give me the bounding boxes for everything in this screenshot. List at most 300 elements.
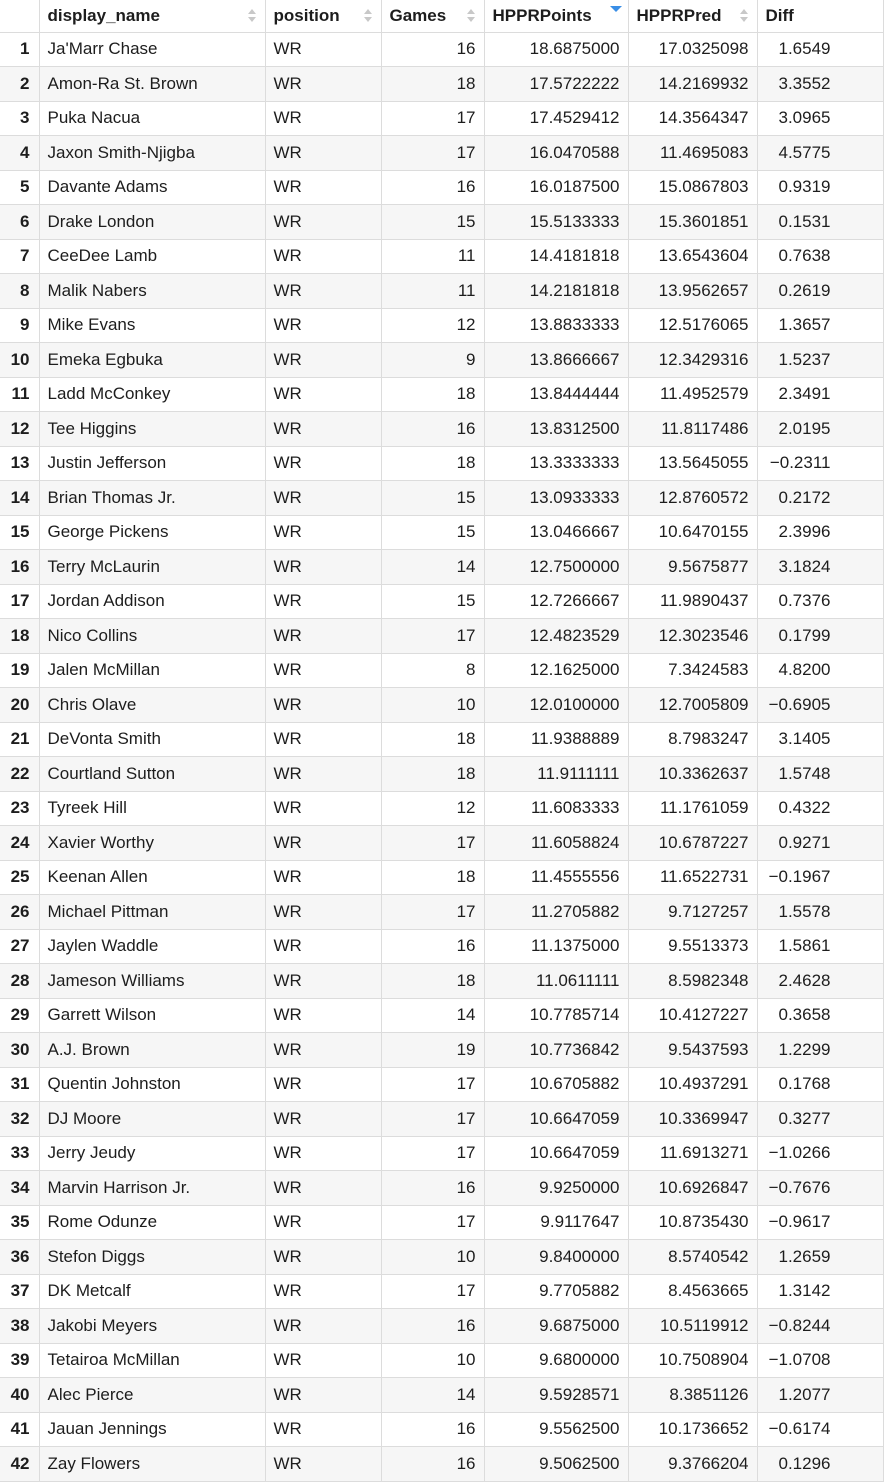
- cell-games: 18: [381, 860, 484, 895]
- table-row: [0, 826, 883, 861]
- cell-hpprpoints: 10.7785714: [484, 998, 628, 1033]
- table-row: [0, 515, 883, 550]
- cell-position: WR: [265, 1136, 381, 1171]
- cell-display-name: Tyreek Hill: [39, 791, 265, 826]
- cell-hpprpoints: 13.8666667: [484, 343, 628, 378]
- cell-diff: 1.5748: [757, 757, 883, 792]
- cell-games: 15: [381, 205, 484, 240]
- cell-position: WR: [265, 584, 381, 619]
- cell-diff: 0.1799: [757, 619, 883, 654]
- cell-hpprpoints: 12.1625000: [484, 653, 628, 688]
- cell-display-name: Ja'Marr Chase: [39, 32, 265, 67]
- cell-hpprpoints: 11.6058824: [484, 826, 628, 861]
- cell-hpprpred: 17.0325098: [628, 32, 757, 67]
- column-header-label: position: [273, 5, 340, 25]
- cell-display-name: Rome Odunze: [39, 1205, 265, 1240]
- cell-games: 15: [381, 515, 484, 550]
- cell-hpprpred: 8.5982348: [628, 964, 757, 999]
- table-row: [0, 1171, 883, 1206]
- cell-diff: −1.0266: [757, 1136, 883, 1171]
- cell-diff: −0.9617: [757, 1205, 883, 1240]
- row-index: 14: [0, 481, 39, 516]
- table-row: [0, 998, 883, 1033]
- cell-position: WR: [265, 515, 381, 550]
- cell-games: 11: [381, 239, 484, 274]
- table-row: [0, 1378, 883, 1413]
- cell-position: WR: [265, 964, 381, 999]
- table-row: [0, 757, 883, 792]
- cell-hpprpred: 10.6926847: [628, 1171, 757, 1206]
- cell-position: WR: [265, 1240, 381, 1275]
- cell-hpprpoints: 15.5133333: [484, 205, 628, 240]
- cell-position: WR: [265, 1067, 381, 1102]
- column-header-label: Diff: [765, 5, 794, 25]
- cell-games: 10: [381, 1343, 484, 1378]
- cell-games: 14: [381, 550, 484, 585]
- cell-games: 12: [381, 791, 484, 826]
- cell-diff: 2.4628: [757, 964, 883, 999]
- cell-display-name: DeVonta Smith: [39, 722, 265, 757]
- cell-hpprpoints: 9.7705882: [484, 1274, 628, 1309]
- table-row: [0, 1102, 883, 1137]
- cell-diff: −1.0708: [757, 1343, 883, 1378]
- cell-diff: 0.2172: [757, 481, 883, 516]
- cell-position: WR: [265, 136, 381, 171]
- table-row: [0, 964, 883, 999]
- table-row: [0, 67, 883, 102]
- column-header-hpprpred[interactable]: [628, 0, 757, 32]
- cell-hpprpoints: 11.0611111: [484, 964, 628, 999]
- cell-position: WR: [265, 170, 381, 205]
- cell-hpprpred: 12.8760572: [628, 481, 757, 516]
- table-row: [0, 343, 883, 378]
- cell-hpprpred: 11.4695083: [628, 136, 757, 171]
- cell-position: WR: [265, 895, 381, 930]
- cell-display-name: Puka Nacua: [39, 101, 265, 136]
- cell-diff: 1.2659: [757, 1240, 883, 1275]
- cell-display-name: Garrett Wilson: [39, 998, 265, 1033]
- cell-display-name: DK Metcalf: [39, 1274, 265, 1309]
- cell-display-name: Jakobi Meyers: [39, 1309, 265, 1344]
- cell-games: 19: [381, 1033, 484, 1068]
- column-header-position[interactable]: [265, 0, 381, 32]
- cell-games: 9: [381, 343, 484, 378]
- cell-diff: 0.9271: [757, 826, 883, 861]
- cell-hpprpoints: 17.5722222: [484, 67, 628, 102]
- row-index: 11: [0, 377, 39, 412]
- column-header-label: display_name: [47, 5, 160, 25]
- column-header-label: HPPRPoints: [492, 5, 592, 25]
- cell-position: WR: [265, 1205, 381, 1240]
- cell-display-name: Ladd McConkey: [39, 377, 265, 412]
- cell-games: 16: [381, 1309, 484, 1344]
- sort-toggle-icon[interactable]: [466, 9, 476, 23]
- cell-hpprpoints: 11.9388889: [484, 722, 628, 757]
- cell-diff: 0.3658: [757, 998, 883, 1033]
- cell-games: 18: [381, 67, 484, 102]
- cell-display-name: Jalen McMillan: [39, 653, 265, 688]
- cell-position: WR: [265, 446, 381, 481]
- cell-display-name: Jauan Jennings: [39, 1412, 265, 1447]
- cell-display-name: A.J. Brown: [39, 1033, 265, 1068]
- row-index: 7: [0, 239, 39, 274]
- table-row: [0, 688, 883, 723]
- row-index: 29: [0, 998, 39, 1033]
- cell-diff: −0.8244: [757, 1309, 883, 1344]
- cell-hpprpred: 10.1736652: [628, 1412, 757, 1447]
- cell-games: 18: [381, 377, 484, 412]
- cell-display-name: Zay Flowers: [39, 1447, 265, 1482]
- cell-diff: 1.2077: [757, 1378, 883, 1413]
- cell-games: 18: [381, 964, 484, 999]
- cell-position: WR: [265, 274, 381, 309]
- cell-position: WR: [265, 653, 381, 688]
- cell-hpprpred: 13.5645055: [628, 446, 757, 481]
- row-index: 4: [0, 136, 39, 171]
- cell-games: 12: [381, 308, 484, 343]
- cell-diff: 3.1405: [757, 722, 883, 757]
- row-index: 40: [0, 1378, 39, 1413]
- cell-hpprpred: 8.4563665: [628, 1274, 757, 1309]
- cell-display-name: Davante Adams: [39, 170, 265, 205]
- row-index: 9: [0, 308, 39, 343]
- cell-games: 14: [381, 998, 484, 1033]
- cell-position: WR: [265, 722, 381, 757]
- cell-hpprpred: 9.5513373: [628, 929, 757, 964]
- cell-position: WR: [265, 205, 381, 240]
- cell-hpprpoints: 11.1375000: [484, 929, 628, 964]
- cell-hpprpoints: 11.9111111: [484, 757, 628, 792]
- cell-games: 17: [381, 1067, 484, 1102]
- cell-games: 10: [381, 688, 484, 723]
- cell-display-name: Brian Thomas Jr.: [39, 481, 265, 516]
- cell-display-name: Marvin Harrison Jr.: [39, 1171, 265, 1206]
- table-row: [0, 239, 883, 274]
- cell-hpprpoints: 10.6705882: [484, 1067, 628, 1102]
- cell-hpprpoints: 14.2181818: [484, 274, 628, 309]
- cell-diff: 0.1531: [757, 205, 883, 240]
- cell-position: WR: [265, 343, 381, 378]
- row-index: 37: [0, 1274, 39, 1309]
- cell-hpprpred: 13.6543604: [628, 239, 757, 274]
- table-row: [0, 722, 883, 757]
- cell-games: 17: [381, 101, 484, 136]
- row-index: 24: [0, 826, 39, 861]
- table-body: [0, 32, 883, 1481]
- row-index: 27: [0, 929, 39, 964]
- cell-diff: 1.5861: [757, 929, 883, 964]
- cell-position: WR: [265, 239, 381, 274]
- cell-position: WR: [265, 860, 381, 895]
- cell-diff: 3.1824: [757, 550, 883, 585]
- column-header-display-name[interactable]: [39, 0, 265, 32]
- cell-position: WR: [265, 1447, 381, 1482]
- cell-hpprpoints: 12.0100000: [484, 688, 628, 723]
- table-row: [0, 308, 883, 343]
- cell-diff: 0.3277: [757, 1102, 883, 1137]
- cell-position: WR: [265, 481, 381, 516]
- cell-display-name: Tetairoa McMillan: [39, 1343, 265, 1378]
- cell-diff: 1.3142: [757, 1274, 883, 1309]
- cell-hpprpoints: 16.0470588: [484, 136, 628, 171]
- column-header-label: HPPRPred: [636, 5, 722, 25]
- row-index: 15: [0, 515, 39, 550]
- cell-hpprpred: 9.5675877: [628, 550, 757, 585]
- cell-hpprpred: 9.7127257: [628, 895, 757, 930]
- cell-hpprpred: 13.9562657: [628, 274, 757, 309]
- cell-games: 17: [381, 1136, 484, 1171]
- cell-diff: 1.5578: [757, 895, 883, 930]
- cell-diff: 1.2299: [757, 1033, 883, 1068]
- row-index: 30: [0, 1033, 39, 1068]
- cell-display-name: Tee Higgins: [39, 412, 265, 447]
- cell-position: WR: [265, 101, 381, 136]
- cell-games: 16: [381, 929, 484, 964]
- cell-display-name: Jerry Jeudy: [39, 1136, 265, 1171]
- cell-hpprpoints: 12.4823529: [484, 619, 628, 654]
- row-index: 34: [0, 1171, 39, 1206]
- cell-hpprpoints: 12.7500000: [484, 550, 628, 585]
- cell-hpprpoints: 14.4181818: [484, 239, 628, 274]
- cell-display-name: Nico Collins: [39, 619, 265, 654]
- cell-games: 17: [381, 1274, 484, 1309]
- cell-hpprpred: 10.3369947: [628, 1102, 757, 1137]
- table-row: [0, 32, 883, 67]
- table-row: [0, 1412, 883, 1447]
- cell-display-name: Quentin Johnston: [39, 1067, 265, 1102]
- cell-diff: 1.5237: [757, 343, 883, 378]
- cell-diff: 4.5775: [757, 136, 883, 171]
- table-row: [0, 481, 883, 516]
- row-index: 5: [0, 170, 39, 205]
- cell-hpprpred: 12.5176065: [628, 308, 757, 343]
- cell-position: WR: [265, 1171, 381, 1206]
- cell-diff: 1.3657: [757, 308, 883, 343]
- cell-hpprpoints: 10.6647059: [484, 1102, 628, 1137]
- cell-hpprpred: 12.7005809: [628, 688, 757, 723]
- row-index: 39: [0, 1343, 39, 1378]
- cell-diff: −0.6174: [757, 1412, 883, 1447]
- cell-hpprpoints: 10.7736842: [484, 1033, 628, 1068]
- cell-hpprpoints: 11.2705882: [484, 895, 628, 930]
- table-header: [0, 0, 883, 32]
- cell-games: 16: [381, 1412, 484, 1447]
- row-index: 12: [0, 412, 39, 447]
- cell-games: 11: [381, 274, 484, 309]
- cell-hpprpoints: 18.6875000: [484, 32, 628, 67]
- cell-hpprpoints: 13.0933333: [484, 481, 628, 516]
- cell-diff: 2.3491: [757, 377, 883, 412]
- cell-display-name: George Pickens: [39, 515, 265, 550]
- table-row: [0, 170, 883, 205]
- row-index: 26: [0, 895, 39, 930]
- row-index: 13: [0, 446, 39, 481]
- cell-position: WR: [265, 826, 381, 861]
- cell-position: WR: [265, 67, 381, 102]
- cell-display-name: Drake London: [39, 205, 265, 240]
- row-index: 42: [0, 1447, 39, 1482]
- cell-games: 17: [381, 619, 484, 654]
- cell-display-name: Emeka Egbuka: [39, 343, 265, 378]
- cell-hpprpoints: 9.6875000: [484, 1309, 628, 1344]
- table-row: [0, 136, 883, 171]
- cell-hpprpred: 10.7508904: [628, 1343, 757, 1378]
- cell-hpprpred: 10.4937291: [628, 1067, 757, 1102]
- cell-display-name: Stefon Diggs: [39, 1240, 265, 1275]
- table-row: [0, 619, 883, 654]
- cell-diff: 0.4322: [757, 791, 883, 826]
- cell-games: 16: [381, 1447, 484, 1482]
- row-index: 2: [0, 67, 39, 102]
- cell-diff: 0.9319: [757, 170, 883, 205]
- cell-position: WR: [265, 1274, 381, 1309]
- row-index: 38: [0, 1309, 39, 1344]
- cell-hpprpred: 12.3429316: [628, 343, 757, 378]
- cell-display-name: Alec Pierce: [39, 1378, 265, 1413]
- row-index: 6: [0, 205, 39, 240]
- row-index: 8: [0, 274, 39, 309]
- table-row: [0, 446, 883, 481]
- row-index: 32: [0, 1102, 39, 1137]
- column-header-diff[interactable]: [757, 0, 883, 32]
- cell-games: 16: [381, 32, 484, 67]
- cell-hpprpoints: 9.5928571: [484, 1378, 628, 1413]
- row-index: 10: [0, 343, 39, 378]
- row-index: 19: [0, 653, 39, 688]
- cell-diff: 1.6549: [757, 32, 883, 67]
- table-row: [0, 101, 883, 136]
- cell-diff: −0.2311: [757, 446, 883, 481]
- cell-hpprpoints: 9.6800000: [484, 1343, 628, 1378]
- cell-games: 17: [381, 136, 484, 171]
- cell-diff: −0.6905: [757, 688, 883, 723]
- cell-hpprpred: 12.3023546: [628, 619, 757, 654]
- row-index: 28: [0, 964, 39, 999]
- row-index: 31: [0, 1067, 39, 1102]
- cell-hpprpred: 11.9890437: [628, 584, 757, 619]
- cell-games: 17: [381, 1102, 484, 1137]
- cell-position: WR: [265, 550, 381, 585]
- cell-display-name: Malik Nabers: [39, 274, 265, 309]
- table-row: [0, 377, 883, 412]
- row-index: 33: [0, 1136, 39, 1171]
- table-row: [0, 1033, 883, 1068]
- cell-hpprpred: 15.0867803: [628, 170, 757, 205]
- cell-games: 18: [381, 722, 484, 757]
- cell-diff: −0.7676: [757, 1171, 883, 1206]
- cell-display-name: Keenan Allen: [39, 860, 265, 895]
- cell-display-name: Courtland Sutton: [39, 757, 265, 792]
- cell-hpprpoints: 9.5062500: [484, 1447, 628, 1482]
- cell-diff: 4.8200: [757, 653, 883, 688]
- cell-games: 17: [381, 1205, 484, 1240]
- column-header-hpprpoints[interactable]: [484, 0, 628, 32]
- cell-diff: 3.0965: [757, 101, 883, 136]
- table-row: [0, 1240, 883, 1275]
- cell-diff: 2.0195: [757, 412, 883, 447]
- cell-hpprpred: 9.3766204: [628, 1447, 757, 1482]
- cell-position: WR: [265, 32, 381, 67]
- cell-hpprpred: 14.3564347: [628, 101, 757, 136]
- cell-diff: 0.7376: [757, 584, 883, 619]
- cell-display-name: Terry McLaurin: [39, 550, 265, 585]
- cell-hpprpred: 11.6913271: [628, 1136, 757, 1171]
- row-index: 22: [0, 757, 39, 792]
- cell-games: 18: [381, 757, 484, 792]
- cell-display-name: Jameson Williams: [39, 964, 265, 999]
- cell-position: WR: [265, 308, 381, 343]
- column-header-label: Games: [389, 5, 447, 25]
- cell-display-name: Jaylen Waddle: [39, 929, 265, 964]
- cell-games: 8: [381, 653, 484, 688]
- column-header-games[interactable]: [381, 0, 484, 32]
- table-row: [0, 1205, 883, 1240]
- cell-games: 17: [381, 826, 484, 861]
- table-row: [0, 1343, 883, 1378]
- row-index: 25: [0, 860, 39, 895]
- cell-position: WR: [265, 757, 381, 792]
- cell-display-name: Chris Olave: [39, 688, 265, 723]
- cell-diff: 0.1296: [757, 1447, 883, 1482]
- table-row: [0, 791, 883, 826]
- header-row: [0, 0, 883, 32]
- cell-diff: 3.3552: [757, 67, 883, 102]
- table-row: [0, 412, 883, 447]
- cell-games: 16: [381, 412, 484, 447]
- row-index: 21: [0, 722, 39, 757]
- cell-hpprpred: 15.3601851: [628, 205, 757, 240]
- row-index: 41: [0, 1412, 39, 1447]
- cell-games: 15: [381, 584, 484, 619]
- row-index: 1: [0, 32, 39, 67]
- sort-descending-icon[interactable]: [610, 6, 622, 12]
- cell-position: WR: [265, 1033, 381, 1068]
- cell-hpprpred: 11.8117486: [628, 412, 757, 447]
- cell-position: WR: [265, 1412, 381, 1447]
- sort-toggle-icon[interactable]: [739, 9, 749, 23]
- row-index: 36: [0, 1240, 39, 1275]
- cell-position: WR: [265, 412, 381, 447]
- cell-position: WR: [265, 929, 381, 964]
- cell-games: 14: [381, 1378, 484, 1413]
- table-row: [0, 1136, 883, 1171]
- sort-toggle-icon[interactable]: [247, 9, 257, 23]
- sort-toggle-icon[interactable]: [363, 9, 373, 23]
- cell-position: WR: [265, 1309, 381, 1344]
- cell-hpprpred: 8.7983247: [628, 722, 757, 757]
- table-row: [0, 1274, 883, 1309]
- cell-games: 16: [381, 170, 484, 205]
- cell-hpprpred: 11.4952579: [628, 377, 757, 412]
- cell-hpprpred: 14.2169932: [628, 67, 757, 102]
- cell-hpprpred: 11.1761059: [628, 791, 757, 826]
- table-row: [0, 860, 883, 895]
- cell-hpprpoints: 11.4555556: [484, 860, 628, 895]
- cell-hpprpoints: 17.4529412: [484, 101, 628, 136]
- cell-hpprpoints: 13.8312500: [484, 412, 628, 447]
- cell-hpprpred: 8.5740542: [628, 1240, 757, 1275]
- cell-display-name: Xavier Worthy: [39, 826, 265, 861]
- table-row: [0, 274, 883, 309]
- cell-hpprpred: 10.8735430: [628, 1205, 757, 1240]
- cell-position: WR: [265, 688, 381, 723]
- table-row: [0, 550, 883, 585]
- cell-position: WR: [265, 619, 381, 654]
- cell-display-name: Justin Jefferson: [39, 446, 265, 481]
- cell-hpprpoints: 9.9117647: [484, 1205, 628, 1240]
- cell-hpprpoints: 12.7266667: [484, 584, 628, 619]
- row-index: 17: [0, 584, 39, 619]
